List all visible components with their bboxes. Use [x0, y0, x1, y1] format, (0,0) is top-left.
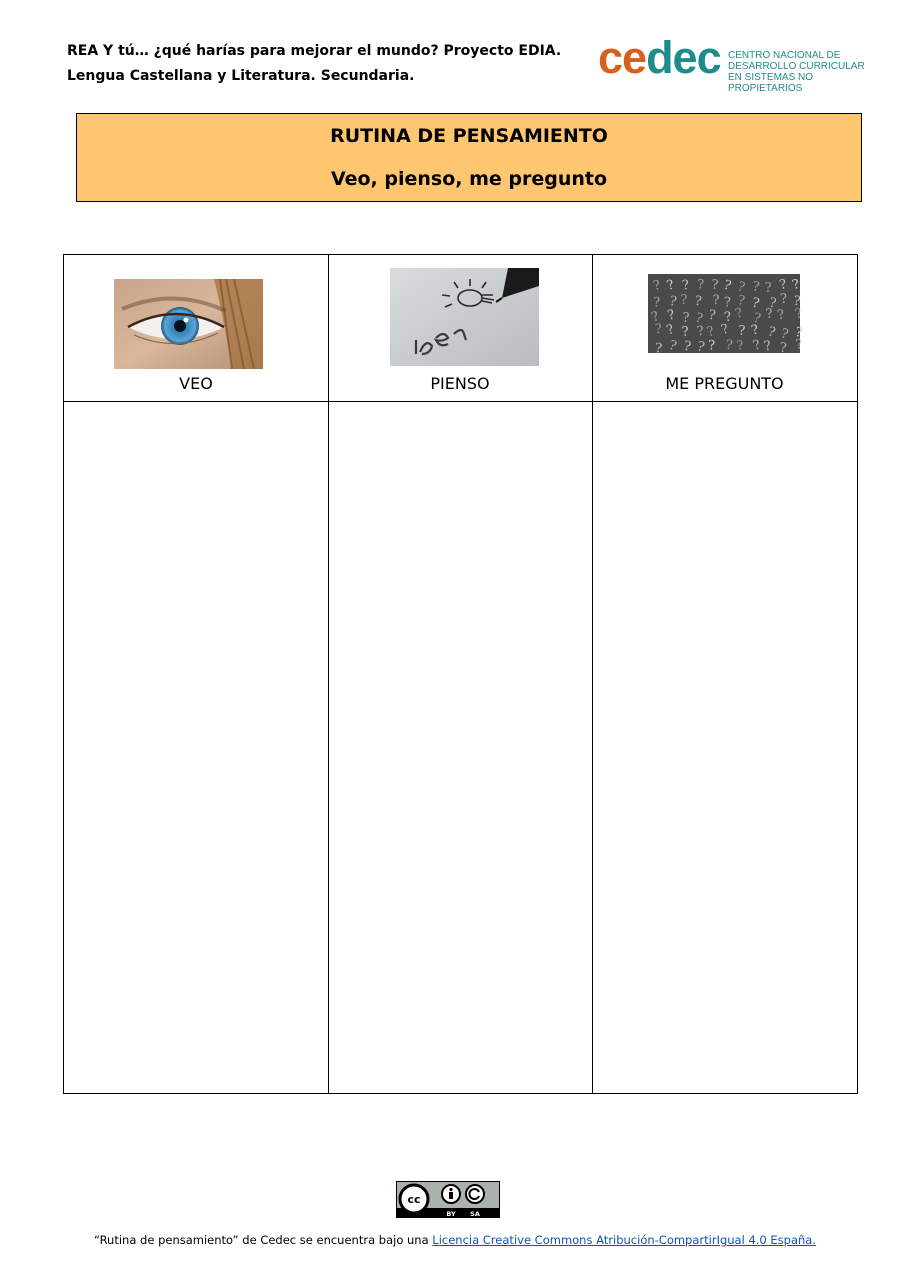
logo-tagline-line2: DESARROLLO CURRICULAR — [728, 61, 865, 72]
question-mark-glyph: ? — [793, 325, 804, 342]
question-mark-glyph: ? — [664, 321, 677, 339]
question-mark-glyph: ? — [651, 277, 663, 295]
answer-cell-pienso[interactable] — [329, 402, 593, 1092]
question-mark-glyph: ? — [733, 305, 745, 322]
banner-title: RUTINA DE PENSAMIENTO — [330, 125, 608, 147]
question-mark-glyph: ? — [695, 323, 706, 340]
header-title-line: REA Y tú… ¿qué harías para mejorar el mundo? Proyecto EDIA. — [67, 43, 562, 59]
question-mark-glyph: ? — [735, 338, 745, 355]
cedec-logo — [598, 32, 878, 94]
question-mark-glyph: ? — [653, 295, 661, 311]
svg-text:cc: cc — [407, 1193, 421, 1206]
question-mark-glyph: ? — [723, 295, 732, 311]
question-mark-glyph: ? — [711, 277, 719, 293]
question-mark-glyph: ? — [721, 277, 733, 295]
question-mark-glyph: ? — [695, 339, 707, 356]
question-mark-glyph: ? — [724, 337, 734, 354]
question-mark-glyph: ? — [682, 310, 690, 326]
question-mark-glyph: ? — [665, 307, 677, 324]
question-mark-glyph: ? — [668, 293, 678, 310]
question-mark-glyph: ? — [649, 309, 662, 326]
question-mark-glyph: ? — [719, 321, 731, 338]
question-mark-glyph: ? — [795, 337, 804, 353]
cc-by-sa-badge[interactable] — [396, 1181, 500, 1218]
question-mark-glyph: ? — [790, 276, 802, 294]
question-mark-glyph: ? — [751, 279, 761, 296]
question-mark-glyph: ? — [708, 338, 716, 354]
question-mark-glyph: ? — [750, 295, 761, 312]
question-mark-glyph: ? — [681, 324, 690, 340]
logo-wordmark — [598, 32, 721, 83]
license-prefix: “Rutina de pensamiento” de Cedec se encuentra bajo una — [93, 1233, 433, 1247]
column-label-pienso: PIENSO — [430, 374, 490, 393]
title-banner — [76, 113, 862, 202]
question-mark-glyph: ? — [680, 292, 688, 308]
question-mark-glyph: ? — [764, 306, 775, 323]
question-mark-glyph: ? — [697, 277, 705, 293]
eye-photo — [114, 279, 263, 369]
question-mark-glyph: ? — [779, 326, 790, 343]
question-mark-glyph: ? — [682, 338, 693, 355]
answer-cell-veo[interactable] — [64, 402, 328, 1092]
license-notice — [0, 1233, 910, 1247]
logo-word-dec: dec — [646, 32, 721, 83]
logo-tagline — [728, 50, 878, 94]
question-mark-glyph: ? — [766, 324, 778, 341]
question-mark-glyph: ? — [779, 340, 788, 357]
question-marks-chalkboard — [648, 274, 804, 357]
question-mark-glyph: ? — [664, 277, 677, 294]
question-mark-glyph: ? — [736, 293, 747, 310]
question-mark-glyph: ? — [767, 295, 778, 312]
banner-subtitle: Veo, pienso, me pregunto — [330, 168, 608, 190]
question-mark-glyph: ? — [681, 277, 691, 294]
question-mark-glyph: ? — [779, 291, 789, 308]
question-mark-glyph: ? — [751, 310, 763, 327]
column-label-me-pregunto: ME PREGUNTO — [665, 374, 784, 393]
question-mark-glyph: ? — [778, 276, 789, 294]
question-mark-glyph: ? — [792, 293, 802, 310]
question-mark-glyph: ? — [723, 309, 733, 326]
answer-cell-me-pregunto[interactable] — [593, 402, 857, 1092]
question-mark-glyph: ? — [693, 310, 705, 327]
question-mark-glyph: ? — [793, 306, 804, 323]
question-mark-glyph: ? — [666, 337, 679, 355]
question-mark-glyph: ? — [738, 323, 746, 339]
license-link[interactable]: Licencia Creative Commons Atribución-CompartirIgual 4.0 España. — [432, 1233, 816, 1247]
badge-by-label: BY — [446, 1210, 456, 1218]
question-mark-glyph: ? — [705, 323, 717, 341]
badge-sa-label: SA — [470, 1210, 480, 1218]
logo-tagline-line1: CENTRO NACIONAL DE — [728, 50, 841, 61]
question-mark-glyph: ? — [654, 341, 663, 357]
header-subject-line: Lengua Castellana y Literatura. Secundaria. — [67, 68, 415, 84]
logo-word-ce: ce — [598, 32, 647, 83]
routine-table — [63, 254, 858, 1094]
question-mark-glyph: ? — [712, 293, 720, 309]
question-mark-glyph: ? — [751, 337, 763, 354]
question-mark-glyph: ? — [749, 322, 761, 339]
question-mark-glyph: ? — [776, 307, 786, 324]
question-mark-glyph: ? — [693, 293, 703, 310]
question-mark-glyph: ? — [707, 307, 717, 324]
idea-lightbulb-sketch — [390, 268, 539, 366]
question-mark-glyph: ? — [735, 279, 747, 296]
question-mark-glyph: ? — [764, 280, 773, 296]
question-mark-glyph: ? — [654, 321, 663, 338]
question-mark-glyph: ? — [762, 338, 773, 355]
column-label-veo: VEO — [179, 374, 213, 393]
logo-tagline-line3: EN SISTEMAS NO PROPIETARIOS — [728, 72, 814, 94]
